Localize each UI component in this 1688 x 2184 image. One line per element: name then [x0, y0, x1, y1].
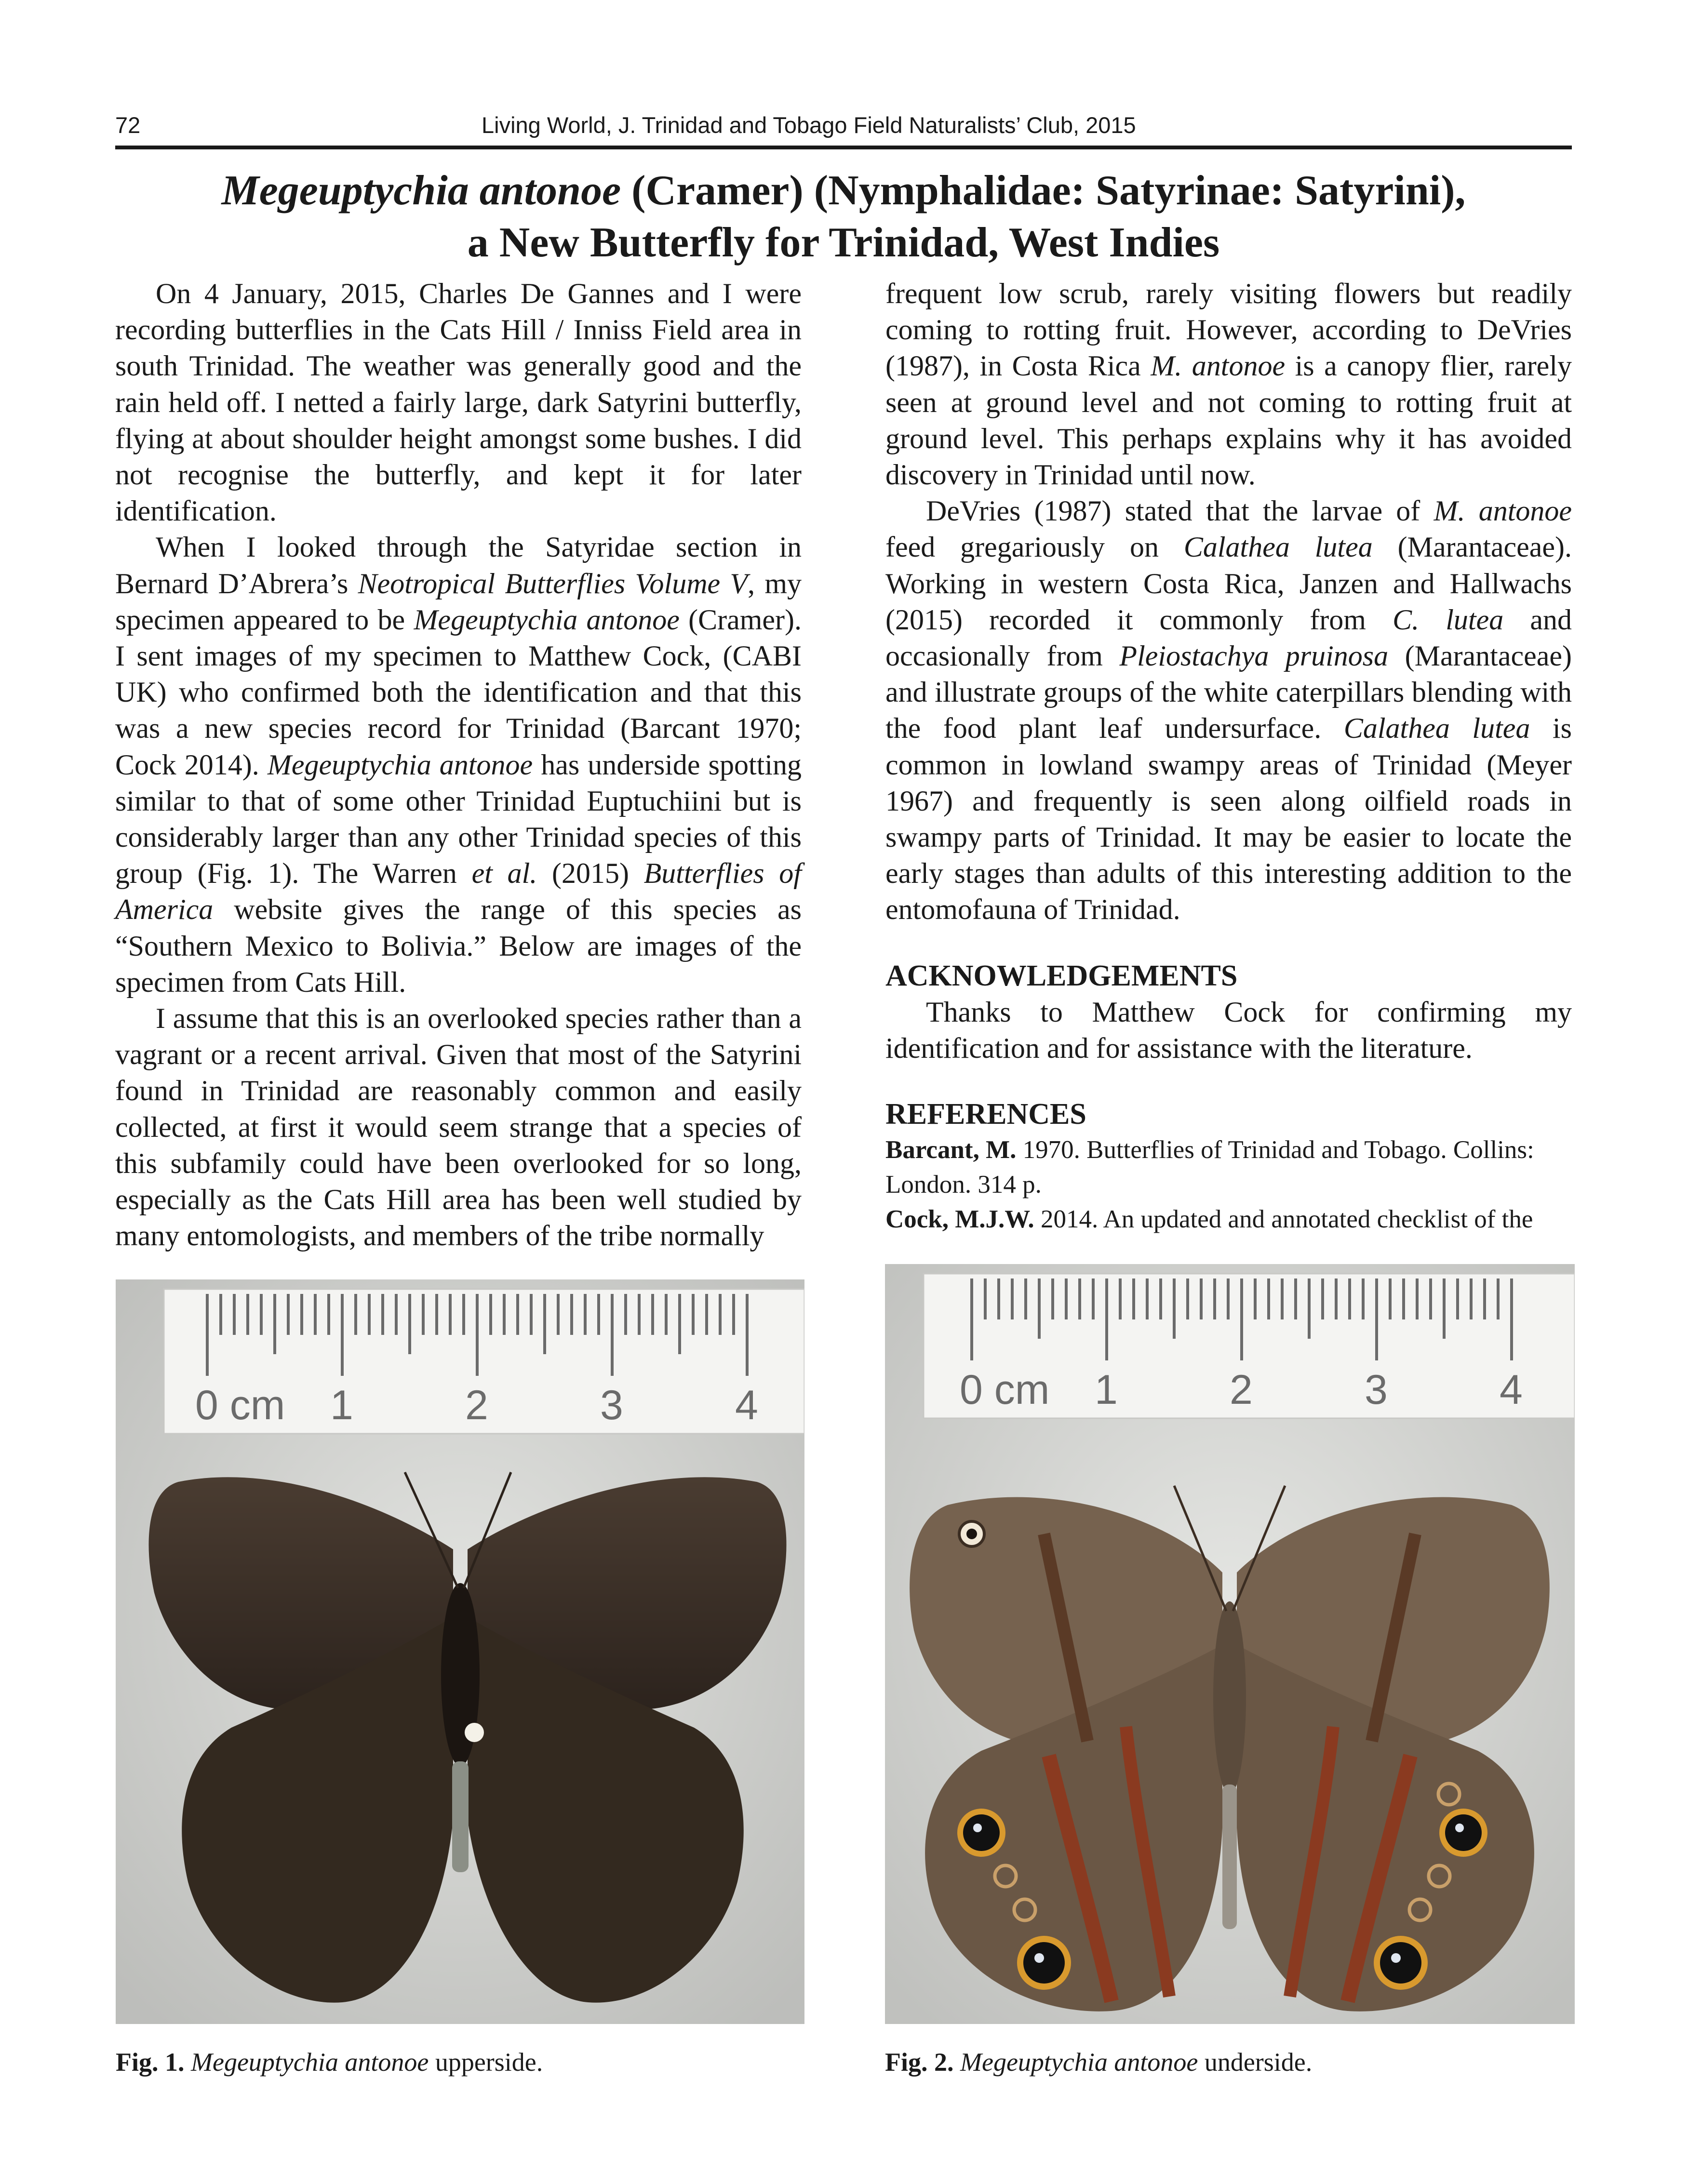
ruler-label-1: 1 [1095, 1367, 1118, 1413]
ruler-label-2: 2 [1230, 1367, 1253, 1413]
title-line1-rest: (Cramer) (Nymphalidae: Satyrinae: Satyrini), [621, 167, 1466, 214]
ruler-label-0: 0 cm [195, 1382, 285, 1428]
acknowledgements-text: Thanks to Matthew Cock for confirming my identification and for assistance with the literature. [885, 996, 1572, 1065]
ruler-label-2: 2 [465, 1382, 488, 1428]
paragraph-1: On 4 January, 2015, Charles De Gannes and I were recording butterflies in the Cats Hill / Inniss Field area in south Trinidad. The weather was generally good and the rain held off. I netted a fairly large, dark Satyrini butterfly, flying at about shoulder height amongst some bushes. I did not recognise the butterfly, and kept it for later identification. [115, 278, 802, 527]
butterfly-upperside-image [116, 1279, 804, 2024]
article-title [115, 165, 1572, 269]
reference-1: Barcant, M. 1970. Butterflies of Trinidad and Tobago. Collins: London. 314 p. [885, 1136, 1534, 1199]
title-line2: a New Butterfly for Trinidad, West Indies [467, 219, 1220, 266]
ruler-label-4: 4 [735, 1382, 758, 1428]
title-species: Megeuptychia antonoe [221, 167, 621, 214]
paragraph-5: DeVries (1987) stated that the larvae of M. antonoe feed gregariously on Calathea lutea (Marantaceae). Working in western Costa Rica, Janzen and Hallwachs (2015) recorded it commonly from C. lutea and occasionally from Pleiostachya pruinosa (Marantaceae) and illustrate groups of the white caterpillars blending with the food plant leaf undersurface. Calathea lutea is common in lowland swampy areas of Trinidad (Meyer 1967) and frequently is seen along oilfield roads in swampy parts of Trinidad. It may be easier to locate the early stages than adults of this interesting addition to the entomofauna of Trinidad. [885, 495, 1572, 926]
figure-2-photo [885, 1264, 1575, 2024]
ruler-label-0: 0 cm [960, 1367, 1050, 1413]
acknowledgements-heading: ACKNOWLEDGEMENTS [885, 959, 1238, 992]
paragraph-4: frequent low scrub, rarely visiting flowers but readily coming to rotting fruit. However, according to DeVries (1987), in Costa Rica M. antonoe is a canopy flier, rarely seen at ground level and not coming to rotting fruit at ground level. This perhaps explains why it has avoided discovery in Trinidad until now. [885, 278, 1572, 491]
ruler-label-3: 3 [1365, 1367, 1388, 1413]
running-header [115, 110, 1572, 149]
figure-1-caption: Fig. 1. Megeuptychia antonoe upperside. [116, 2048, 543, 2077]
figure-2-caption: Fig. 2. Megeuptychia antonoe underside. [885, 2048, 1313, 2077]
right-column [885, 276, 1572, 1237]
references-heading: REFERENCES [885, 1098, 1086, 1131]
left-column [115, 276, 802, 1254]
reference-2: Cock, M.J.W. 2014. An updated and annotated checklist of the [885, 1205, 1533, 1234]
figure-1-photo [116, 1279, 804, 2024]
ruler-label-1: 1 [330, 1382, 353, 1428]
page-number: 72 [115, 112, 141, 138]
butterfly-underside-image [885, 1264, 1575, 2024]
ruler-label-4: 4 [1500, 1367, 1523, 1413]
journal-title: Living World, J. Trinidad and Tobago Field Naturalists’ Club, 2015 [482, 112, 1136, 138]
ruler-label-3: 3 [600, 1382, 623, 1428]
paragraph-2: When I looked through the Satyridae section in Bernard D’Abrera’s Neotropical Butterflies Volume V, my specimen appeared to be Megeuptychia antonoe (Cramer). I sent images of my specimen to Matthew Cock, (CABI UK) who confirmed both the identification and that this was a new species record for Trinidad (Barcant 1970; Cock 2014). Megeuptychia antonoe has underside spotting similar to that of some other Trinidad Euptuchiini but is considerably larger than any other Trinidad species of this group (Fig. 1). The Warren et al. (2015) Butterflies of America website gives the range of this species as “Southern Mexico to Bolivia.” Below are images of the specimen from Cats Hill. [115, 531, 802, 998]
paragraph-3: I assume that this is an overlooked species rather than a vagrant or a recent arrival. Given that most of the Satyrini found in Trinidad are reasonably common and easily collected, at first it would seem strange that a species of this subfamily could have been overlooked for so long, especially as the Cats Hill area has been well studied by many entomologists, and members of the tribe normally [115, 1002, 802, 1252]
